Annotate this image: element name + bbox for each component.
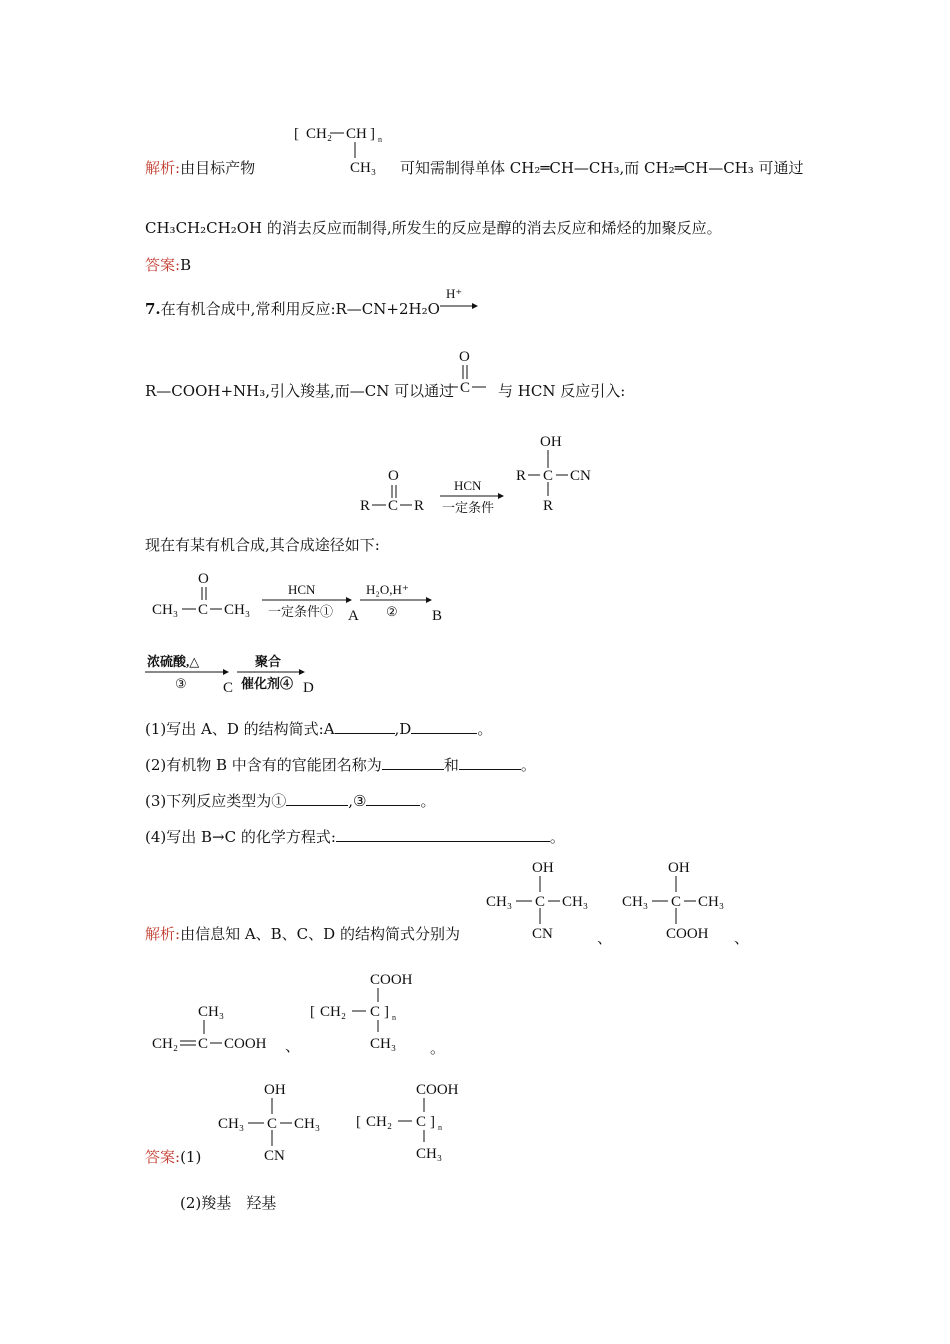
answer-structure-a — [216, 1078, 326, 1168]
route-c: C — [198, 602, 209, 618]
svg-text:CH₂: CH₂ — [366, 1114, 393, 1130]
route-s4-top: 聚合 — [255, 654, 282, 669]
svg-text:OH: OH — [532, 860, 554, 876]
svg-text:C: C — [370, 1004, 381, 1020]
polymer-ch3: CH₃ — [350, 160, 377, 176]
svg-text:n: n — [438, 1123, 442, 1132]
scheme1-pr: R — [516, 468, 527, 484]
route-s4-bottom: 催化剂④ — [241, 676, 294, 691]
answer-value: B — [180, 256, 192, 274]
question-1: (1)写出 A、D 的结构简式:A ,D 。 — [145, 720, 493, 738]
svg-text:CH₃: CH₃ — [416, 1146, 443, 1162]
svg-text:CH₃: CH₃ — [562, 894, 589, 910]
question-2: (2)有机物 B 中含有的官能团名称为 和 。 — [145, 756, 536, 774]
polymer-ch2: CH₂ — [306, 126, 333, 142]
svg-text:CH₃: CH₃ — [370, 1036, 397, 1052]
route-s2-bottom: ② — [386, 604, 398, 619]
blank-group-1[interactable] — [382, 757, 444, 770]
q7-intro-line — [145, 302, 440, 317]
jiexi-line-q6 — [145, 161, 255, 176]
scheme1-arrow-top: HCN — [454, 478, 482, 493]
question-4: (4)写出 B→C 的化学方程式: 。 — [145, 828, 565, 846]
scheme1-pr2: R — [543, 498, 554, 514]
blank-a[interactable] — [335, 721, 395, 734]
answer-2: (2)羧基 羟基 — [180, 1194, 277, 1212]
route-ch3a: CH₃ — [152, 602, 179, 618]
structure-d — [308, 966, 428, 1056]
scheme1-o: O — [388, 468, 399, 484]
svg-text:CH₃: CH₃ — [698, 894, 725, 910]
route-ch3b: CH₃ — [224, 602, 251, 618]
blank-equation[interactable] — [336, 829, 550, 842]
route-s3-bottom: ③ — [175, 676, 187, 691]
svg-text:CH₃: CH₃ — [622, 894, 649, 910]
route-A: A — [348, 608, 359, 624]
synthesis-intro: 现在有某有机合成,其合成途径如下: — [145, 536, 380, 554]
polymer-bracket-open: [ — [294, 126, 299, 142]
svg-text:]: ] — [430, 1114, 435, 1130]
blank-group-2[interactable] — [459, 757, 521, 770]
scheme1-cn: CN — [570, 468, 591, 484]
polymer-bracket-close: ] — [370, 126, 375, 142]
svg-text:C: C — [267, 1116, 278, 1132]
route-C: C — [223, 680, 234, 696]
blank-type-1[interactable] — [286, 793, 348, 806]
route-B: B — [432, 608, 443, 624]
route-s3-top: 浓硫酸,△ — [147, 654, 200, 669]
polymer-structure-q6 — [292, 120, 402, 180]
route-D: D — [303, 680, 314, 696]
carbonyl-c: C — [460, 380, 471, 396]
scheme1-pc: C — [543, 468, 554, 484]
polymer-ch: CH — [346, 126, 367, 142]
blank-type-3[interactable] — [366, 793, 420, 806]
reaction-scheme-1 — [358, 430, 608, 520]
answer-label: 答案: — [145, 256, 181, 274]
scheme1-r2: R — [414, 498, 425, 514]
svg-text:C: C — [198, 1036, 209, 1052]
svg-text:COOH: COOH — [416, 1082, 459, 1098]
svg-text:COOH: COOH — [666, 926, 709, 942]
svg-text:CN: CN — [264, 1148, 285, 1164]
route-s1-bottom: 一定条件① — [268, 604, 334, 619]
scheme1-arrow-bottom: 一定条件 — [442, 500, 495, 515]
svg-text:CH₃: CH₃ — [294, 1116, 321, 1132]
synthesis-route-1 — [150, 568, 450, 628]
route-s2-top: H₂O,H⁺ — [366, 582, 409, 597]
svg-text:n: n — [392, 1013, 396, 1022]
svg-text:OH: OH — [264, 1082, 286, 1098]
svg-text:CH₂: CH₂ — [152, 1036, 179, 1052]
question-number: 7. — [145, 300, 161, 318]
svg-text:COOH: COOH — [224, 1036, 267, 1052]
jiexi-text-1: 由目标产物 — [180, 159, 256, 177]
bracket-open: [ — [310, 1004, 315, 1020]
synthesis-route-2 — [145, 650, 345, 695]
jiexi-label: 解析: — [145, 159, 181, 177]
scheme1-c: C — [388, 498, 399, 514]
q7-line2-b: 与 HCN 反应引入: — [498, 382, 626, 400]
jiexi-text-2: 可知需制得单体 CH₂═CH—CH₃,而 CH₂═CH—CH₃ 可通过 — [400, 159, 804, 177]
svg-text:CH₃: CH₃ — [486, 894, 513, 910]
structure-b — [620, 856, 740, 946]
polymer-n: n — [378, 135, 382, 144]
scheme1-r1: R — [360, 498, 371, 514]
answer-line-q7: 答案:(1) — [145, 1148, 202, 1166]
carbonyl-o: O — [459, 349, 470, 365]
svg-text:CH₃: CH₃ — [198, 1004, 225, 1020]
bracket-close: ] — [384, 1004, 389, 1020]
svg-text:[: [ — [356, 1114, 361, 1130]
svg-text:OH: OH — [668, 860, 690, 876]
jiexi-text-3: CH₃CH₂CH₂OH 的消去反应而制得,所发生的反应是醇的消去反应和烯烃的加聚反应。 — [145, 219, 722, 237]
svg-text:C: C — [535, 894, 546, 910]
answer-line-q6 — [145, 258, 191, 273]
q7-line2-a: R—COOH+NH₃,引入羧基,而—CN 可以通过 — [145, 382, 455, 400]
q7-intro: 在有机合成中,常利用反应:R—CN+2H₂O — [160, 300, 440, 318]
scheme1-oh: OH — [540, 434, 562, 450]
svg-text:CH₂: CH₂ — [320, 1004, 347, 1020]
answer-structure-d — [354, 1076, 474, 1166]
route-o: O — [198, 571, 209, 587]
jiexi-line-q7: 解析:由信息知 A、B、C、D 的结构简式分别为 — [145, 925, 460, 943]
reaction-arrow-1 — [440, 284, 480, 314]
svg-text:CH₃: CH₃ — [218, 1116, 245, 1132]
blank-d[interactable] — [411, 721, 477, 734]
route-s1-top: HCN — [288, 582, 316, 597]
structure-c — [150, 1000, 290, 1060]
svg-text:COOH: COOH — [370, 972, 413, 988]
svg-text:CN: CN — [532, 926, 553, 942]
question-3: (3)下列反应类型为① ,③ 。 — [145, 792, 436, 810]
svg-text:C: C — [416, 1114, 427, 1130]
structure-a — [484, 856, 594, 946]
arrow-label-h: H⁺ — [446, 286, 463, 301]
svg-text:C: C — [671, 894, 682, 910]
